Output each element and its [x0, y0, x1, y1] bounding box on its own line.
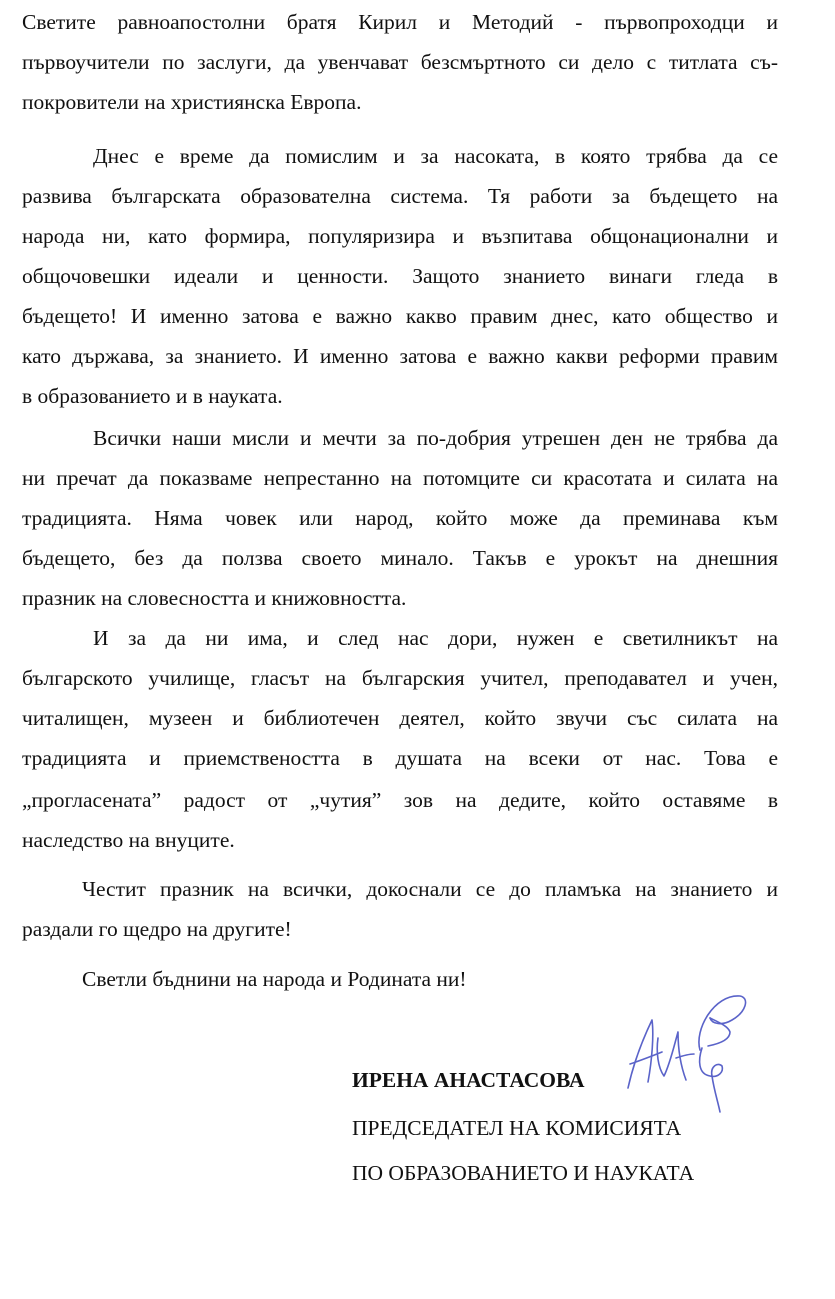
paragraph-5-line-1: Честит празник на всички, докоснали се до пламъка на знанието и	[82, 877, 778, 901]
paragraph-3-line-5: празник на словесността и книжовността.	[22, 586, 407, 610]
paragraph-5-line-2: раздали го щедро на другите!	[22, 917, 292, 941]
paragraph-4-line-1: И за да ни има, и след нас дори, нужен е светилникът на	[93, 626, 778, 650]
paragraph-2-line-3: народа ни, като формира, популяризира и възпитава общонационални и	[22, 224, 778, 248]
paragraph-2-line-7: в образованието и в науката.	[22, 384, 283, 408]
paragraph-3-line-1: Всички наши мисли и мечти за по-добрия утрешен ден не трябва да	[93, 426, 778, 450]
paragraph-2-line-6: като държава, за знанието. И именно затова е важно какви реформи правим	[22, 344, 778, 368]
signatory-name: ИРЕНА АНАСТАСОВА	[352, 1068, 585, 1092]
paragraph-1-line-3: покровители на християнска Европа.	[22, 90, 362, 114]
paragraph-2-line-4: общочовешки идеали и ценности. Защото знанието винаги гледа в	[22, 264, 778, 288]
signatory-title-line-2: ПО ОБРАЗОВАНИЕТО И НАУКАТА	[352, 1161, 695, 1185]
paragraph-4-line-4: традицията и приемствеността в душата на всеки от нас. Това е	[22, 746, 778, 770]
paragraph-3-line-3: традицията. Няма човек или народ, който може да преминава към	[22, 506, 778, 530]
paragraph-1-line-2: първоучители по заслуги, да увенчават безсмъртното си дело с титлата съ-	[22, 50, 778, 74]
handwritten-signature	[618, 990, 753, 1120]
paragraph-6-line-1: Светли бъднини на народа и Родината ни!	[82, 967, 467, 991]
paragraph-2-line-2: развива българската образователна система. Тя работи за бъдещето на	[22, 184, 778, 208]
paragraph-4-line-5: „прогласената” радост от „чутия” зов на дедите, който оставяме в	[22, 788, 778, 812]
paragraph-4-line-6: наследство на внуците.	[22, 828, 235, 852]
paragraph-3-line-2: ни пречат да показваме непрестанно на потомците си красотата и силата на	[22, 466, 778, 490]
paragraph-3-line-4: бъдещето, без да ползва своето минало. Такъв е урокът на днешния	[22, 546, 778, 570]
paragraph-4-line-2: българското училище, гласът на българския учител, преподавател и учен,	[22, 666, 778, 690]
paragraph-1-line-1: Светите равноапостолни братя Кирил и Методий - първопроходци и	[22, 10, 778, 34]
paragraph-2-line-5: бъдещето! И именно затова е важно какво правим днес, като общество и	[22, 304, 778, 328]
signatory-title-line-1: ПРЕДСЕДАТЕЛ НА КОМИСИЯТА	[352, 1116, 682, 1140]
paragraph-2-line-1: Днес е време да помислим и за насоката, в която трябва да се	[93, 144, 778, 168]
paragraph-4-line-3: читалищен, музеен и библиотечен деятел, който звучи със силата на	[22, 706, 778, 730]
